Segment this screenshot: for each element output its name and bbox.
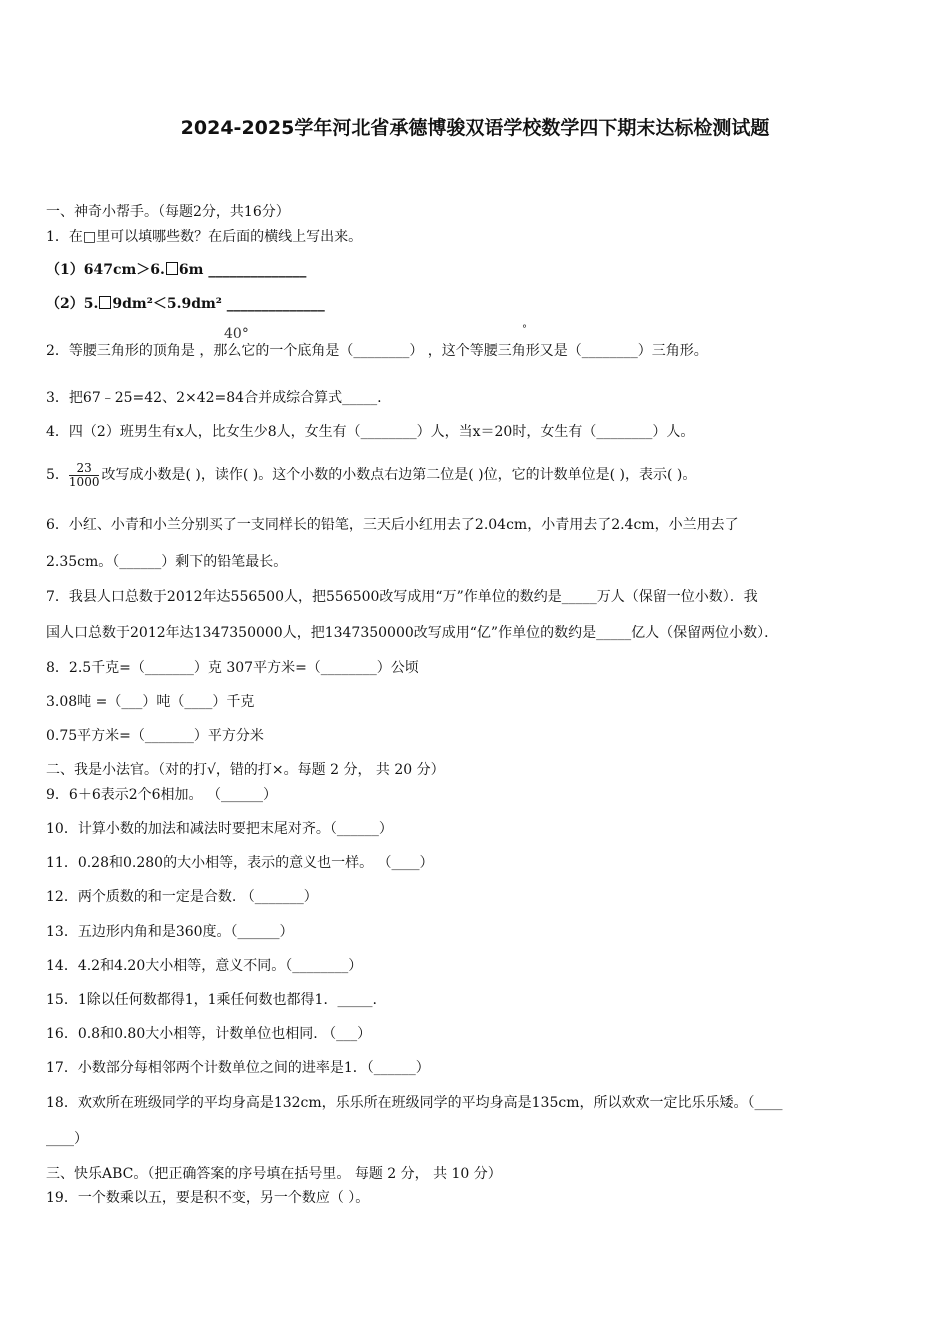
question-9: 9．6＋6表示2个6相加。 （______） <box>46 787 277 803</box>
question-1-part-1 <box>46 260 306 280</box>
question-10: 10．计算小数的加法和减法时要把末尾对齐。（______） <box>46 821 393 837</box>
question-15: 15．1除以任何数都得1，1乘任何数也都得1．_____. <box>46 992 377 1008</box>
question-5: 5． $\frac{23}{1000}$ 改写成小数是( )，读作( )。这个小数的小数点右边第二位是( )位，它的计数单位是( )，表示( )。 <box>46 460 697 489</box>
page-title: 2024-2025学年河北省承德博骏双语学校数学四下期末达标检测试题 <box>180 117 770 139</box>
fraction-23-over-1000 <box>69 462 100 489</box>
question-4: 4．四（2）班男生有x人，比女生少8人，女生有（________）人，当x＝20时，女生有（________）人。 <box>46 424 695 440</box>
question-5-text: 改写成小数是( )，读作( )。这个小数的小数点右边第二位是( )位，它的计数单位是( )，表示( )。 <box>101 467 697 483</box>
question-19: 19．一个数乘以五，要是积不变，另一个数应（ ）。 <box>46 1190 370 1206</box>
question-18-line-1: 18．欢欢所在班级同学的平均身高是132cm，乐乐所在班级同学的平均身高是135cm，所以欢欢一定比乐乐矮。（____ <box>46 1095 783 1111</box>
question-6-line-1: 6．小红、小青和小兰分别买了一支同样长的铅笔，三天后小红用去了2.04cm，小青用去了2.4cm，小兰用去了 <box>46 517 739 533</box>
question-13: 13．五边形内角和是360度。（______） <box>46 924 294 940</box>
section-1-heading: 一、神奇小帮手。（每题2分，共16分） <box>46 204 290 220</box>
fraction-denominator: 1000 <box>68 474 100 489</box>
question-7-line-1: 7．我县人口总数于2012年达556500人，把556500改写成用“万”作单位的数约是_____万人（保留一位小数）．我 <box>46 589 758 605</box>
q1b-prefix: （2）5. <box>46 296 99 312</box>
fraction-numerator: 23 <box>69 462 100 476</box>
question-1-part-2 <box>46 294 325 314</box>
question-8-line-3: 0.75平方米=（_______）平方分米 <box>46 728 264 744</box>
q1a-prefix: （1）647cm＞6. <box>46 262 165 278</box>
section-3-heading: 三、快乐ABC。（把正确答案的序号填在括号里。 每题 2 分， 共 10 分） <box>46 1166 502 1182</box>
question-17: 17．小数部分每相邻两个计数单位之间的进率是1．（______） <box>46 1060 430 1076</box>
question-16: 16．0.8和0.80大小相等，计数单位也相同. （___） <box>46 1026 372 1042</box>
question-2: 2．等腰三角形的顶角是 ，那么它的一个底角是（________） ，这个等腰三角形又是（________）三角形。 <box>46 343 708 359</box>
blank-box-icon <box>166 262 178 275</box>
angle-40-degree: 40° <box>224 326 249 342</box>
q1a-suffix: 6m ______________ <box>178 262 307 278</box>
question-7-line-2: 国人口总数于2012年达1347350000人，把1347350000改写成用“亿”作单位的数约是_____亿人（保留两位小数）． <box>46 625 779 641</box>
question-8-line-2: 3.08吨 =（___）吨（____）千克 <box>46 694 255 710</box>
question-6-line-2: 2.35cm。（______）剩下的铅笔最长。 <box>46 554 288 570</box>
q1b-suffix: 9dm²＜5.9dm² ______________ <box>112 296 325 312</box>
question-12: 12．两个质数的和一定是合数. （_______） <box>46 889 318 905</box>
question-3: 3．把67﹣25=42、2×42=84合并成综合算式_____. <box>46 390 382 406</box>
question-8-line-1: 8．2.5千克=（_______）克 307平方米=（________）公顷 <box>46 660 419 676</box>
question-18-line-2: ____） <box>46 1131 88 1147</box>
section-2-heading: 二、我是小法官。（对的打√，错的打×。每题 2 分， 共 20 分） <box>46 762 445 778</box>
question-1: 1．在□里可以填哪些数？在后面的横线上写出来。 <box>46 229 363 245</box>
blank-box-icon <box>99 296 111 309</box>
question-11: 11．0.28和0.280的大小相等，表示的意义也一样。 （____） <box>46 855 434 871</box>
question-14: 14．4.2和4.20大小相等，意义不同。（________） <box>46 958 363 974</box>
degree-mark: ° <box>522 324 527 335</box>
